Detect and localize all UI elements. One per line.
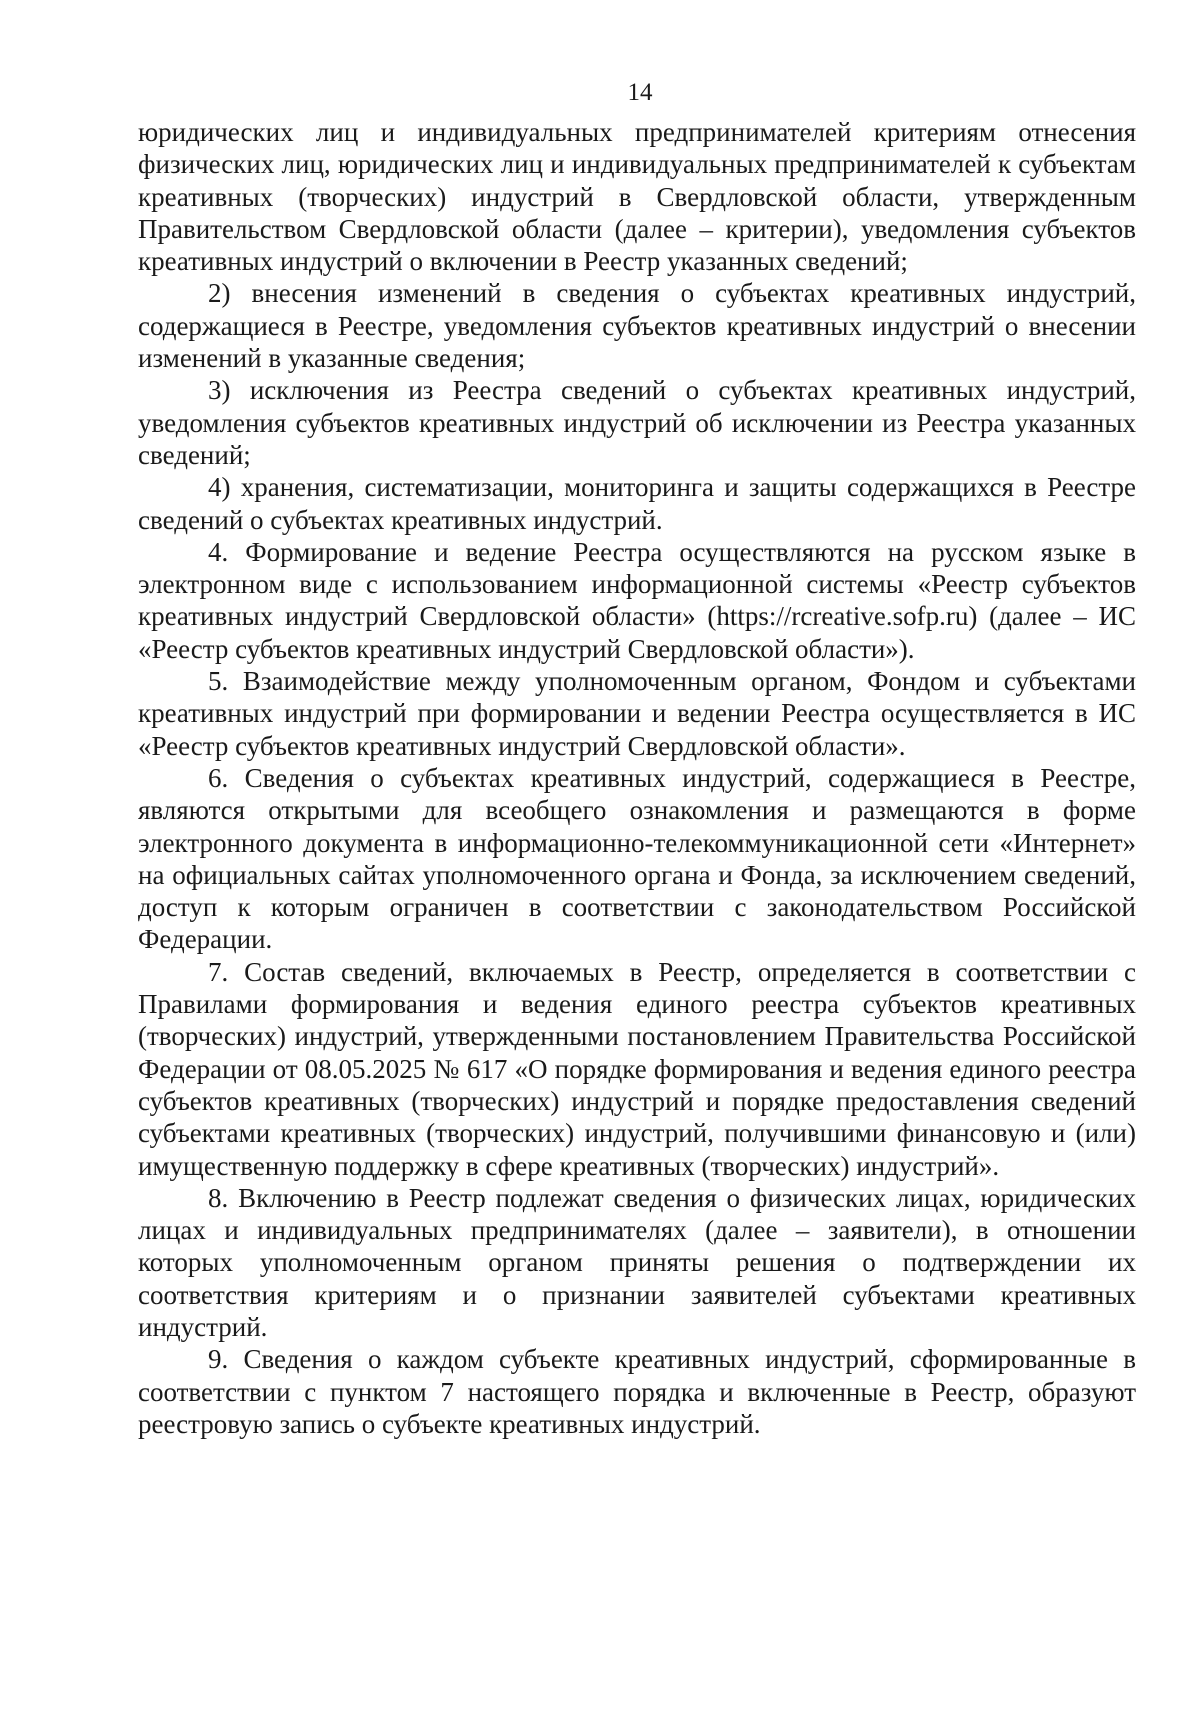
paragraph-clause-6: 6. Сведения о субъектах креативных индустрий, содержащиеся в Реестре, являются открытыми для всеобщего ознакомления и размещаются в форме электронного документа в информационно-телекоммуникационной сети «Интернет» на официальных сайтах уполномоченного органа и Фонда, за исключением сведений, доступ к которым ограничен в соответствии с законодательством Российской Федерации. [138, 762, 1136, 955]
paragraph-subitem-3: 3) исключения из Реестра сведений о субъектах креативных индустрий, уведомления субъектов креативных индустрий об исключении из Реестра указанных сведений; [138, 375, 1136, 470]
paragraph-clause-8: 8. Включению в Реестр подлежат сведения о физических лицах, юридических лицах и индивидуальных предпринимателях (далее – заявители), в отношении которых уполномоченным органом приняты решения о подтверждении их соответствия критериям и о признании заявителей субъектами креативных индустрий. [138, 1182, 1136, 1342]
paragraph-clause-7: 7. Состав сведений, включаемых в Реестр, определяется в соответствии с Правилами формирования и ведения единого реестра субъектов креативных (творческих) индустрий, утвержденными постановлением Правительства Российской Федерации от 08.05.2025 № 617 «О порядке формирования и ведения единого реестра субъектов креативных (творческих) индустрий и порядке предоставления сведений субъектами креативных (творческих) индустрий, получившими финансовую и (или) имущественную поддержку в сфере креативных (творческих) индустрий». [138, 956, 1136, 1181]
paragraph-clause-4: 4. Формирование и ведение Реестра осуществляются на русском языке в электронном виде с использованием информационной системы «Реестр субъектов креативных индустрий Свердловской области» (https://rcreative.sofp.ru) (далее – ИС «Реестр субъектов креативных индустрий Свердловской области»). [138, 536, 1136, 664]
paragraph-continuation: юридических лиц и индивидуальных предпринимателей критериям отнесения физических лиц, юридических лиц и индивидуальных предпринимателей к субъектам креативных (творческих) индустрий в Свердловской области, утвержденным Правительством Свердловской области (далее – критерии), уведомления субъектов креативных индустрий о включении в Реестр указанных сведений; [138, 117, 1136, 277]
paragraph-subitem-2: 2) внесения изменений в сведения о субъектах креативных индустрий, содержащиеся в Реестре, уведомления субъектов креативных индустрий о внесении изменений в указанные сведения; [138, 278, 1136, 374]
page-number: 14 [627, 79, 653, 106]
document-body [138, 116, 1136, 1440]
paragraph-clause-5: 5. Взаимодействие между уполномоченным органом, Фондом и субъектами креативных индустрий при формировании и ведении Реестра осуществляется в ИС «Реестр субъектов креативных индустрий Свердловской области». [138, 666, 1136, 761]
paragraph-clause-9: 9. Сведения о каждом субъекте креативных индустрий, сформированные в соответствии с пунктом 7 настоящего порядка и включенные в Реестр, образуют реестровую запись о субъекте креативных индустрий. [138, 1344, 1136, 1439]
paragraph-subitem-4: 4) хранения, систематизации, мониторинга и защиты содержащихся в Реестре сведений о субъектах креативных индустрий. [138, 472, 1136, 535]
